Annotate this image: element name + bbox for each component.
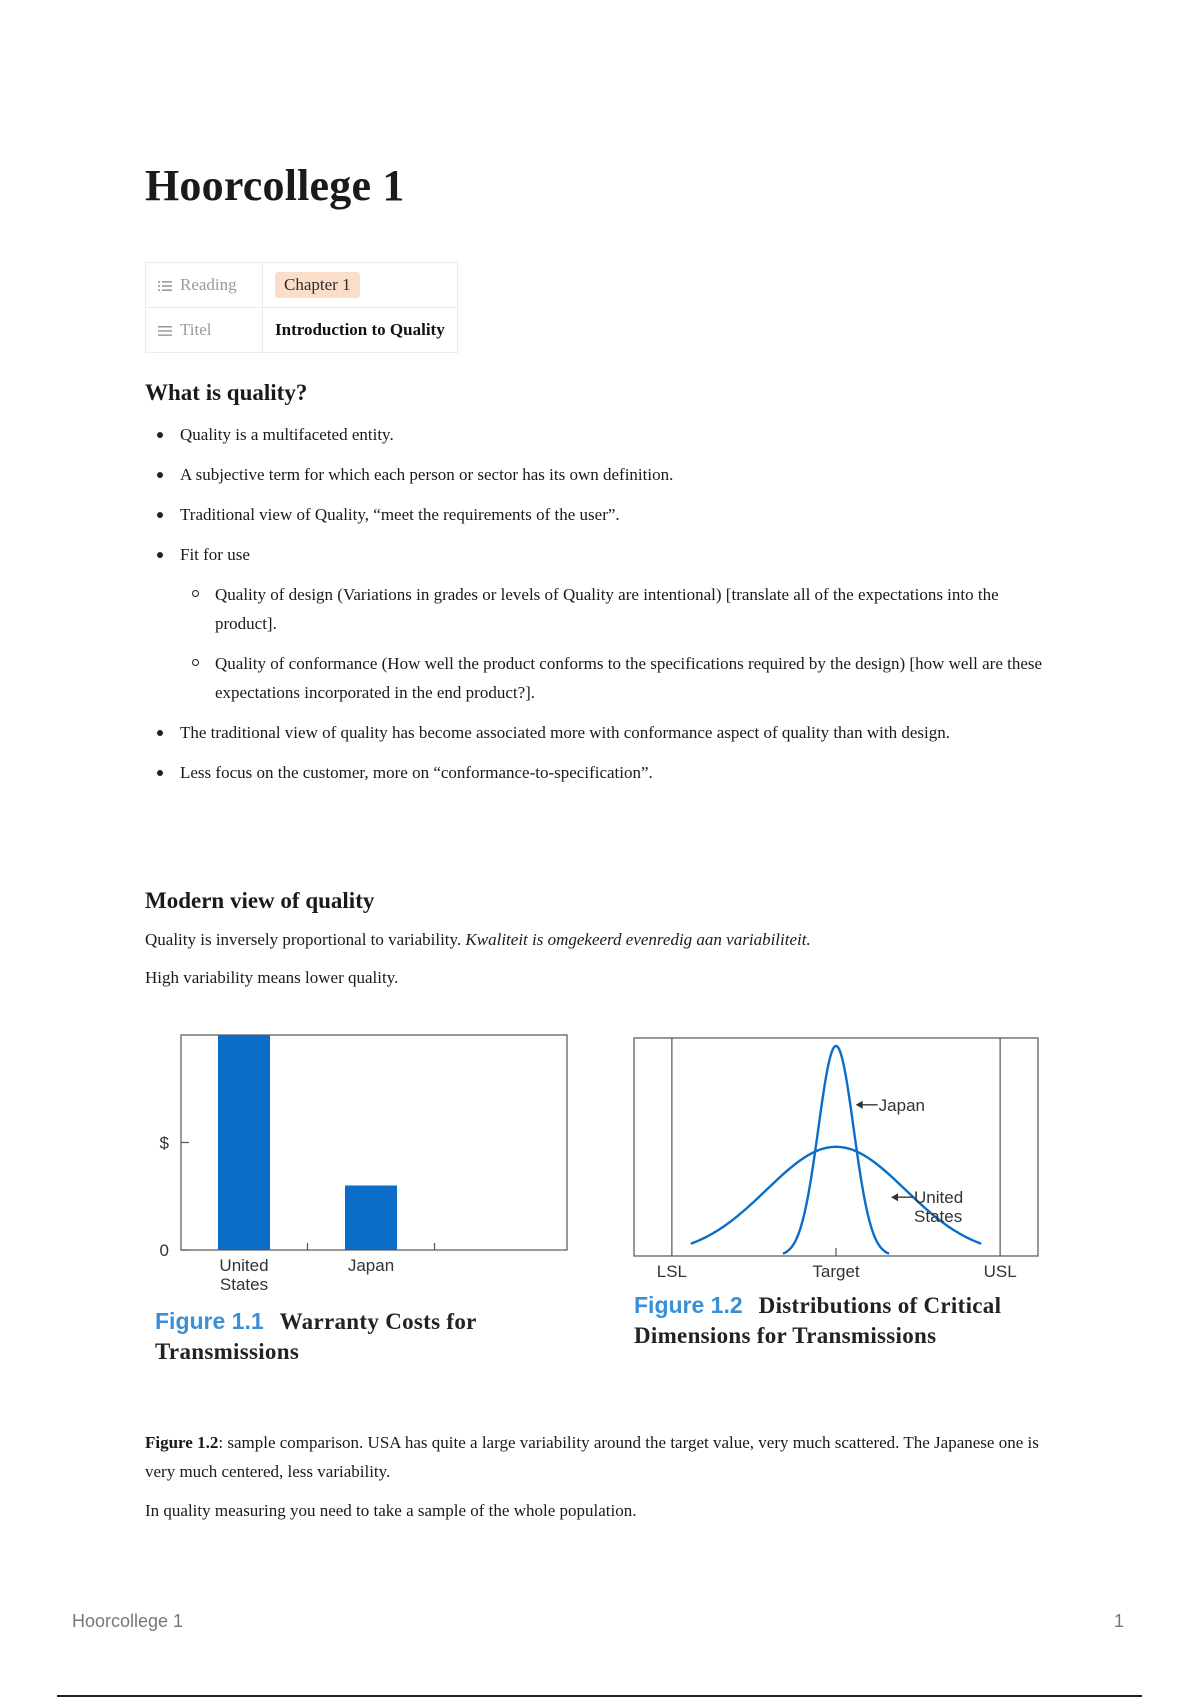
- list-item: A subjective term for which each person or sector has its own definition.: [145, 460, 1050, 489]
- us-arrowhead: [891, 1193, 898, 1201]
- bullet-list-quality: [145, 420, 1050, 798]
- property-key-label: Reading: [180, 275, 237, 294]
- bar-united-states: [218, 1035, 270, 1250]
- section-heading-modern-view: Modern view of quality: [145, 888, 375, 913]
- paragraph-text: Quality is inversely proportional to variability.: [145, 930, 462, 949]
- x-tick-label: Japan: [347, 1256, 395, 1275]
- properties-table: [145, 262, 458, 353]
- sub-list-item: Quality of conformance (How well the product conforms to the specifications required by the design) [how well are these expectations incorporated in the end product?].: [180, 649, 1050, 707]
- paragraph-figure-comparison: [145, 1428, 1050, 1486]
- paragraph-sampling: In quality measuring you need to take a sample of the whole population.: [145, 1501, 637, 1520]
- paragraph-variability: High variability means lower quality.: [145, 968, 399, 987]
- list-item-text: Fit for use: [180, 545, 250, 564]
- footer-divider: [57, 1695, 1142, 1697]
- us-label-line1: United: [914, 1188, 964, 1208]
- japan-arrowhead: [856, 1101, 863, 1109]
- chapter-tag[interactable]: Chapter 1: [275, 272, 360, 298]
- x-tick-label: Target: [812, 1262, 860, 1281]
- page-title: Hoorcollege 1: [145, 161, 405, 210]
- paragraph-inverse: [145, 925, 1050, 954]
- property-key: [146, 263, 263, 308]
- figure-1-2-caption: [634, 1290, 1054, 1351]
- figure-number: Figure 1.2: [634, 1292, 743, 1318]
- bar-japan: [345, 1186, 397, 1251]
- list-item: Quality is a multifaceted entity.: [145, 420, 1050, 449]
- list-item: Less focus on the customer, more on “conformance-to-specification”.: [145, 758, 1050, 787]
- text-lines-icon: [158, 325, 172, 337]
- property-key-label: Titel: [180, 320, 212, 339]
- figure-caption-text: Warranty Costs for Transmissions: [155, 1309, 477, 1364]
- paragraph-text: : sample comparison. USA has quite a large variability around the target value, very much scattered. The Japanese one is very much centered, less variability.: [145, 1433, 1039, 1481]
- list-item: [145, 540, 1050, 707]
- sub-list: [180, 580, 1050, 707]
- property-row-reading[interactable]: [146, 263, 458, 308]
- property-value[interactable]: [263, 263, 458, 308]
- property-value[interactable]: Introduction to Quality: [263, 308, 458, 353]
- figure-1-1-caption: [155, 1306, 575, 1367]
- list-item: The traditional view of quality has become associated more with conformance aspect of quality than with design.: [145, 718, 1050, 747]
- figure-caption-text: Distributions of Critical Dimensions for Transmissions: [634, 1293, 1002, 1348]
- list-item: Traditional view of Quality, “meet the requirements of the user”.: [145, 500, 1050, 529]
- x-tick-label: USL: [983, 1262, 1017, 1281]
- curve-japan: [783, 1046, 889, 1254]
- y-tick-label: $: [159, 1133, 169, 1153]
- page-number: 1: [1113, 1611, 1124, 1631]
- x-tick-label: States: [219, 1275, 269, 1294]
- y-tick-label: 0: [159, 1241, 169, 1260]
- paragraph-italic-text: Kwaliteit is omgekeerd evenredig aan variabiliteit.: [465, 930, 811, 949]
- x-tick-label: LSL: [656, 1262, 687, 1281]
- japan-label: Japan: [878, 1095, 926, 1115]
- us-label-line2: States: [914, 1207, 963, 1227]
- figure-reference: Figure 1.2: [145, 1433, 219, 1452]
- sub-list-item: Quality of design (Variations in grades or levels of Quality are intentional) [translate all of the expectations into the product].: [180, 580, 1050, 638]
- list-icon: [158, 280, 172, 292]
- x-tick-label: United: [219, 1256, 269, 1275]
- figure-number: Figure 1.1: [155, 1308, 264, 1334]
- property-key: [146, 308, 263, 353]
- warranty-costs-bar-chart: [145, 1030, 575, 1300]
- section-heading-what-is-quality: What is quality?: [145, 380, 308, 405]
- footer-title: Hoorcollege 1: [72, 1611, 184, 1631]
- property-row-titel[interactable]: [146, 308, 458, 353]
- distribution-chart: [630, 1030, 1050, 1285]
